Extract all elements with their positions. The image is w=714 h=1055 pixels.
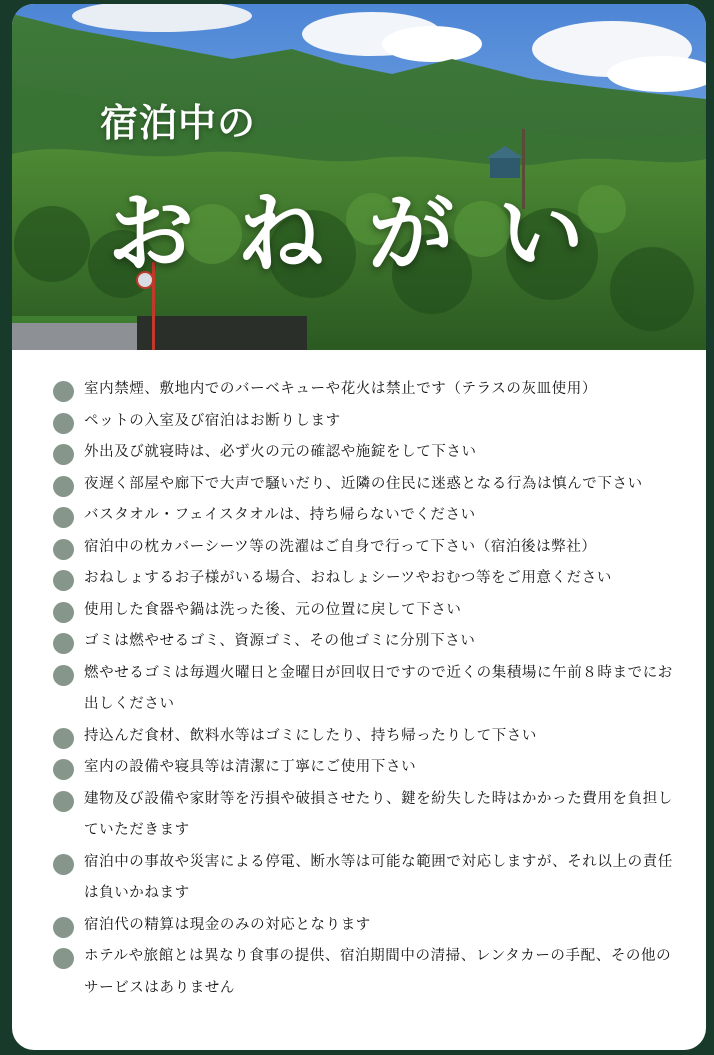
rule-text: 宿泊中の枕カバーシーツ等の洗濯はご自身で行って下さい（宿泊後は弊社） (84, 538, 597, 555)
rule-text: ペットの入室及び宿泊はお断りします (84, 412, 341, 429)
rule-item (12, 910, 706, 942)
bullet-dot-icon (53, 759, 74, 780)
rule-text: 使用した食器や鍋は洗った後、元の位置に戻して下さい (84, 601, 462, 618)
rule-item (12, 658, 706, 721)
rule-text: 持込んだ食材、飲料水等はゴミにしたり、持ち帰ったりして下さい (84, 727, 537, 744)
rule-item (12, 500, 706, 532)
rule-text: 外出及び就寝時は、必ず火の元の確認や施錠をして下さい (84, 444, 477, 460)
rule-text: おねしょするお子様がいる場合、おねしょシーツやおむつ等をご用意ください (84, 570, 612, 586)
rule-text: 夜遅く部屋や廊下で大声で騒いだり、近隣の住民に迷惑となる行為は慎んで下さい (84, 475, 643, 492)
bullet-dot-icon (53, 539, 74, 560)
bullet-dot-icon (53, 507, 74, 528)
rule-item (12, 626, 706, 658)
rule-text: 室内禁煙、敷地内でのバーベキューや花火は禁止です（テラスの灰皿使用） (84, 381, 597, 397)
rule-item (12, 563, 706, 595)
rule-text: 室内の設備や寝具等は清潔に丁寧にご使用下さい (84, 759, 417, 775)
rule-item (12, 941, 706, 1004)
rule-text: 宿泊中の事故や災害による停電、断水等は可能な範囲で対応しますが、それ以上の責任は負いかねます (84, 853, 673, 901)
rule-item (12, 469, 706, 501)
bullet-dot-icon (53, 381, 74, 402)
bullet-dot-icon (53, 413, 74, 434)
bullet-dot-icon (53, 476, 74, 497)
rule-text: バスタオル・フェイスタオルは、持ち帰らないでください (84, 507, 476, 523)
rule-item (12, 532, 706, 564)
bullet-dot-icon (53, 917, 74, 938)
title-line-small: 宿泊中の (100, 101, 257, 145)
rule-text: ゴミは燃やせるゴミ、資源ゴミ、その他ゴミに分別下さい (84, 633, 476, 649)
rule-text: 燃やせるゴミは毎週火曜日と金曜日が回収日ですので近くの集積場に午前８時までにお出しください (84, 664, 673, 712)
rule-item (12, 721, 706, 753)
rules-list (12, 350, 706, 1004)
bullet-dot-icon (53, 665, 74, 686)
bullet-dot-icon (53, 570, 74, 591)
bullet-dot-icon (53, 444, 74, 465)
rule-text: 建物及び設備や家財等を汚損や破損させたり、鍵を紛失した時はかかった費用を負担していただきます (84, 790, 673, 838)
rule-item (12, 374, 706, 406)
rule-item (12, 752, 706, 784)
rule-item (12, 595, 706, 627)
title-line-large: おねがい (108, 183, 628, 284)
rule-item (12, 406, 706, 438)
bullet-dot-icon (53, 633, 74, 654)
bullet-dot-icon (53, 791, 74, 812)
bullet-dot-icon (53, 854, 74, 875)
rule-item (12, 847, 706, 910)
bullet-dot-icon (53, 948, 74, 969)
hero-image (12, 4, 706, 350)
rule-text: 宿泊代の精算は現金のみの対応となります (84, 916, 371, 933)
bullet-dot-icon (53, 728, 74, 749)
rule-item (12, 784, 706, 847)
bullet-dot-icon (53, 602, 74, 623)
notice-card (12, 4, 706, 1050)
rule-text: ホテルや旅館とは異なり食事の提供、宿泊期間中の清掃、レンタカーの手配、その他のサービスはありません (84, 948, 672, 996)
rule-item (12, 437, 706, 469)
